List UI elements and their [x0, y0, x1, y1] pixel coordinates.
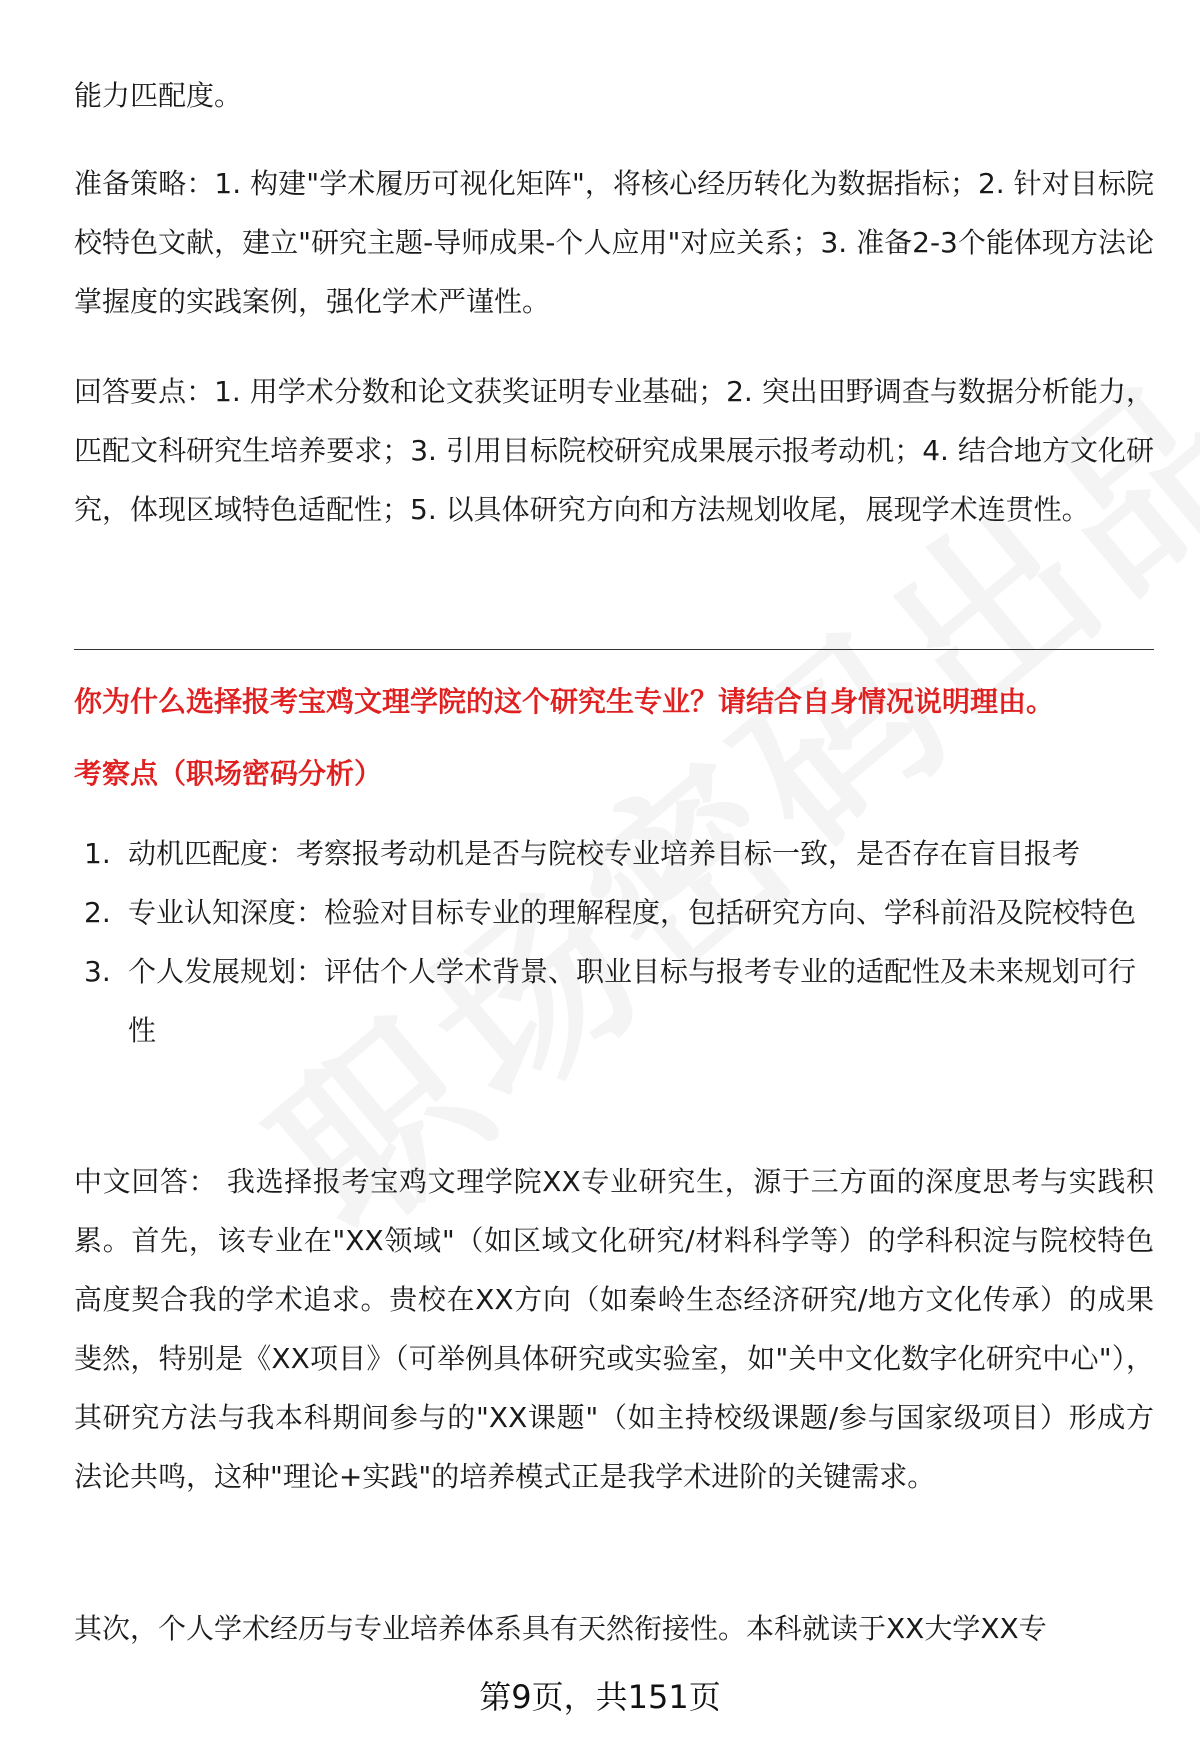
answer-paragraph-2: 其次，个人学术经历与专业培养体系具有天然衔接性。本科就读于XX大学XX专 — [74, 1612, 1047, 1645]
page-number: 第9页，共151页 — [479, 1678, 721, 1716]
list-item — [74, 824, 1154, 883]
paragraph-answer-points: 回答要点：1. 用学术分数和论文获奖证明专业基础；2. 突出田野调查与数据分析能力，匹配文科研究生培养要求；3. 引用目标院校研究成果展示报考动机；4. 结合地方文化研究，体现区域特色适配性；5. 以具体研究方向和方法规划收尾，展现学术连贯性。 — [74, 375, 1154, 526]
list-item-number: 2. — [84, 896, 111, 929]
list-item-text: 专业认知深度：检验对目标专业的理解程度，包括研究方向、学科前沿及院校特色 — [128, 896, 1137, 929]
list-item — [74, 942, 1154, 1060]
answer-paragraph-1: 中文回答： 我选择报考宝鸡文理学院XX专业研究生，源于三方面的深度思考与实践积累。首先，该专业在"XX领域"（如区域文化研究/材料科学等）的学科积淀与院校特色高度契合我的学术追求。贵校在XX方向（如秦岭生态经济研究/地方文化传承）的成果斐然，特别是《XX项目》（可举例具体研究或实验室，如"关中文化数字化研究中心"），其研究方法与我本科期间参与的"XX课题"（如主持校级课题/参与国家级项目）形成方法论共鸣，这种"理论+实践"的培养模式正是我学术进阶的关键需求。 — [74, 1165, 1154, 1493]
list-item — [74, 883, 1154, 942]
assessment-points-list — [74, 824, 1154, 1060]
list-item-number: 1. — [84, 837, 111, 870]
question-subtitle: 考察点（职场密码分析） — [74, 757, 383, 790]
section-divider — [74, 649, 1154, 650]
list-item-text: 个人发展规划：评估个人学术背景、职业目标与报考专业的适配性及未来规划可行性 — [128, 955, 1137, 1047]
paragraph-ability-match: 能力匹配度。 — [74, 79, 243, 112]
question-title: 你为什么选择报考宝鸡文理学院的这个研究生专业？请结合自身情况说明理由。 — [74, 685, 1055, 718]
paragraph-prep-strategy: 准备策略：1. 构建"学术履历可视化矩阵"，将核心经历转化为数据指标；2. 针对目标院校特色文献，建立"研究主题-导师成果-个人应用"对应关系；3. 准备2-3个能体现方法论掌握度的实践案例，强化学术严谨性。 — [74, 167, 1154, 318]
list-item-number: 3. — [84, 955, 111, 988]
list-item-text: 动机匹配度：考察报考动机是否与院校专业培养目标一致，是否存在盲目报考 — [128, 837, 1081, 870]
